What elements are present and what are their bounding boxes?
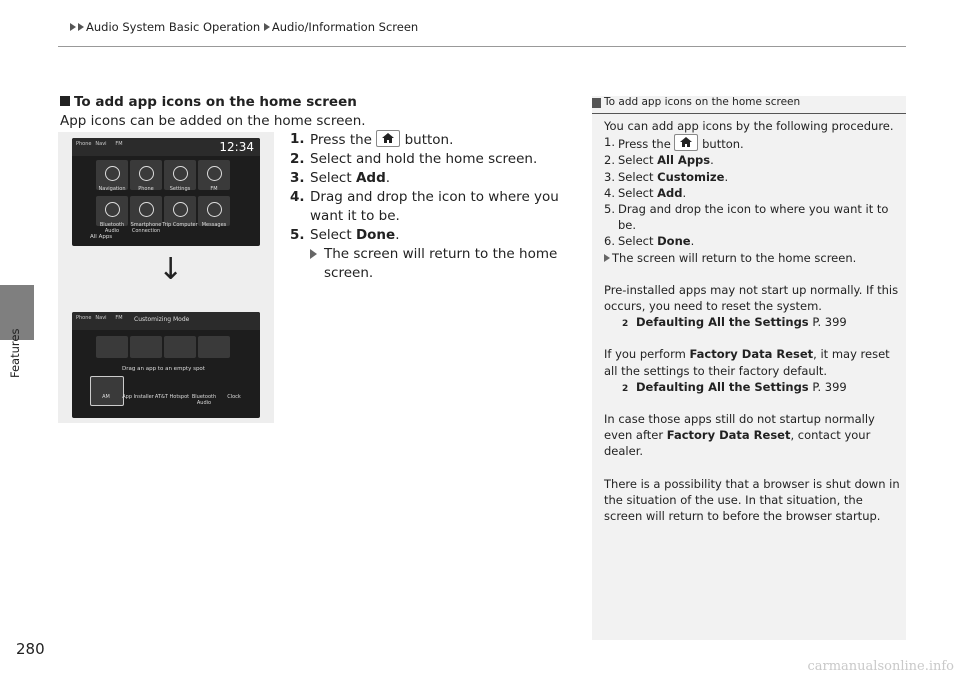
note-para-1: Pre-installed apps may not start up normally. If this occurs, you need to reset the system.	[604, 282, 899, 314]
phone-icon	[139, 166, 154, 181]
status-bar	[72, 312, 260, 330]
phone-tab: Phone	[76, 141, 92, 147]
notes-sidebar	[592, 96, 906, 640]
customizing-mode-label: Customizing Mode	[134, 316, 190, 323]
bluetooth-label: Bluetooth Audio	[99, 222, 125, 234]
status-bar	[72, 138, 260, 156]
reference-icon: 2	[622, 383, 629, 394]
result-arrow-icon	[310, 249, 317, 259]
breadcrumb	[70, 20, 418, 34]
note-ref-2[interactable]: 2 Defaulting All the Settings P. 399	[622, 379, 847, 394]
page-number: 280	[16, 640, 45, 658]
notes-header	[592, 96, 906, 114]
fm-tab: FM	[115, 315, 123, 321]
radio-icon	[207, 166, 222, 181]
step-2: 2. Select and hold the home screen.	[290, 151, 538, 167]
section-heading	[60, 94, 357, 110]
gear-icon	[173, 166, 188, 181]
bluetooth-audio-label: Bluetooth Audio	[191, 394, 217, 406]
note-step-4: 4. Select Add.	[604, 185, 687, 200]
notes-title: To add app icons on the home screen	[604, 96, 801, 108]
chapter-label-text: Features	[8, 328, 22, 378]
breadcrumb-item-basic-operation[interactable]: Audio System Basic Operation	[86, 20, 261, 34]
phone-slot-tile	[130, 336, 162, 358]
app-installer-label: App Installer	[122, 394, 154, 400]
reference-icon: 2	[622, 319, 629, 330]
note-para-2: If you perform Factory Data Reset, it may reset all the settings to their factory default.	[604, 347, 890, 378]
home-screen-image	[72, 138, 260, 246]
step-result: The screen will return to the home screen.	[290, 245, 580, 283]
section-heading-text: To add app icons on the home screen	[74, 94, 357, 110]
messages-label: Messages	[201, 222, 227, 228]
clock: 12:34	[219, 140, 254, 154]
hotspot-label: AT&T Hotspot	[154, 394, 190, 400]
heading-bullet-icon	[60, 96, 70, 106]
smartphone-icon	[139, 202, 154, 217]
note-ref-1[interactable]: 2 Defaulting All the Settings P. 399	[622, 315, 847, 330]
phone-label: Phone	[138, 186, 154, 192]
note-para-3: In case those apps still do not startup normally even after Factory Data Reset, contact your dealer.	[604, 412, 875, 459]
slot-tile	[96, 336, 128, 358]
watermark: carmanualsonline.info	[807, 659, 954, 674]
chapter-label	[6, 318, 26, 378]
note-icon	[592, 98, 601, 108]
am-label: AM	[102, 394, 110, 400]
step-5: 5. Select Done.	[290, 227, 400, 243]
settings-label: Settings	[169, 186, 191, 192]
breadcrumb-item-audio-screen[interactable]: Audio/Information Screen	[271, 20, 419, 34]
all-apps-label: All Apps	[90, 234, 113, 240]
fm-tab: FM	[115, 141, 123, 147]
home-button-icon	[376, 130, 400, 147]
note-step-6: 6. Select Done.	[604, 234, 695, 249]
notes-body	[604, 118, 900, 524]
trip-computer-icon	[173, 202, 188, 217]
drag-hint: Drag an app to an empty spot	[122, 366, 205, 372]
bluetooth-icon	[105, 202, 120, 217]
customizing-screen-image	[72, 312, 260, 418]
result-arrow-icon	[604, 254, 610, 262]
step-3: 3. Select Add.	[290, 170, 391, 186]
note-step-5: 5. Drag and drop the icon to where you want it to be.	[604, 202, 889, 233]
figure-screens	[58, 132, 274, 423]
step-4: 4. Drag and drop the icon to where you want it to be.	[290, 189, 559, 224]
fm-label: FM	[210, 186, 218, 192]
navi-tab: Navi	[95, 315, 107, 321]
navigation-icon	[105, 166, 120, 181]
note-step-3: 3. Select Customize.	[604, 169, 729, 184]
navigation-label: Navigation	[98, 186, 126, 192]
clock-label: Clock	[227, 394, 241, 400]
down-arrow-icon: ↓	[158, 252, 184, 287]
settings-slot-tile	[164, 336, 196, 358]
home-button-icon	[674, 134, 698, 151]
fm-slot-tile	[198, 336, 230, 358]
notes-lead: You can add app icons by the following procedure.	[604, 119, 894, 133]
smartphone-label: Smartphone Connection	[130, 222, 162, 234]
sms-icon	[207, 202, 222, 217]
breadcrumb-arrow-icon	[264, 23, 270, 31]
note-para-4: There is a possibility that a browser is shut down in the situation of the use. In that situation, the screen will return to before the browser startup.	[604, 476, 900, 524]
step-1: 1. Press the button.	[290, 131, 454, 148]
note-step-1: 1. Press the button.	[604, 135, 744, 152]
intro-text: App icons can be added on the home screen.	[60, 113, 366, 129]
steps-list	[290, 130, 580, 283]
navi-tab: Navi	[95, 141, 107, 147]
breadcrumb-arrow-icon	[70, 23, 76, 31]
trip-computer-label: Trip Computer	[162, 222, 198, 228]
header-divider	[58, 46, 906, 47]
breadcrumb-arrow-icon	[78, 23, 84, 31]
note-result: The screen will return to the home screen.	[604, 250, 900, 266]
phone-tab: Phone	[76, 315, 92, 321]
note-step-2: 2. Select All Apps.	[604, 153, 714, 168]
notes-divider	[592, 113, 906, 114]
am-app-tile	[90, 376, 124, 406]
